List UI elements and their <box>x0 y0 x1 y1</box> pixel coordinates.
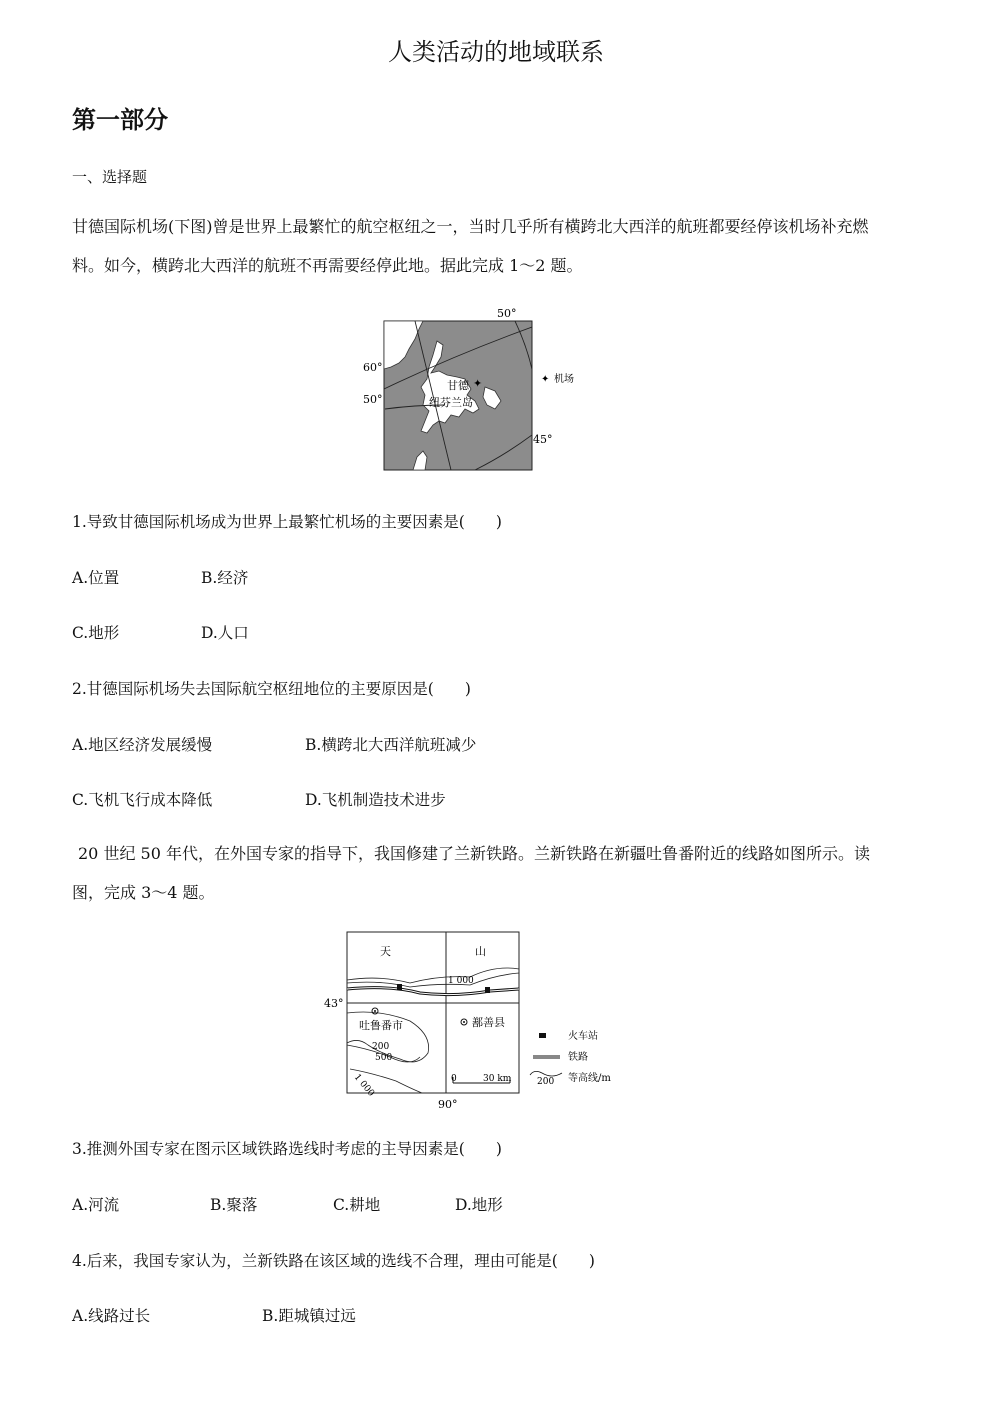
legend-airport-label: 机场 <box>554 374 574 385</box>
lon-label-90: 90° <box>438 1098 458 1111</box>
q3-option-a: A.河流 <box>72 1196 120 1214</box>
legend-contour-label: 等高线/m <box>568 1073 611 1084</box>
question-3: 3.推测外国专家在图示区域铁路选线时考虑的主导因素是( ) <box>72 1140 502 1158</box>
map-gander <box>355 305 595 475</box>
contour-label-500: 500 <box>375 1053 393 1063</box>
q3-option-c: C.耕地 <box>333 1196 381 1214</box>
document-title: 人类活动的地域联系 <box>388 38 604 66</box>
q2-option-a: A.地区经济发展缓慢 <box>72 736 213 754</box>
question-2: 2.甘德国际机场失去国际航空枢纽地位的主要原因是( ) <box>72 680 471 698</box>
q2-option-c: C.飞机飞行成本降低 <box>72 791 213 809</box>
contour-label-1000-top: 1 000 <box>448 976 474 986</box>
legend-airport-icon: ✦ <box>541 374 550 385</box>
passage-1: 甘德国际机场(下图)曾是世界上最繁忙的航空枢纽之一，当时几乎所有横跨北大西洋的航班都要经停该机场补充燃料。如今，横跨北大西洋的航班不再需要经停此地。据此完成 1～2 题。 <box>72 217 869 275</box>
scale-label-0: 0 <box>451 1074 457 1084</box>
q2-option-d: D.飞机制造技术进步 <box>305 791 446 809</box>
map-lanxin-railway <box>320 925 630 1115</box>
place-gander: 甘德 <box>447 379 469 392</box>
q3-option-d: D.地形 <box>455 1196 503 1214</box>
q4-option-b: B.距城镇过远 <box>262 1307 356 1325</box>
q1-option-b: B.经济 <box>201 569 249 587</box>
label-tian: 天 <box>380 945 391 958</box>
q3-option-b: B.聚落 <box>210 1196 258 1214</box>
contour-label-1000-bottom: 1 000 <box>351 1072 376 1099</box>
lat-label-60: 60° <box>363 361 383 374</box>
railway-station-2 <box>485 987 490 993</box>
q4-option-a: A.线路过长 <box>72 1307 151 1325</box>
passage-2: 20 世纪 50 年代，在外国专家的指导下，我国修建了兰新铁路。兰新铁路在新疆吐鲁番附近的线路如图所示。读图，完成 3～4 题。 <box>72 844 870 902</box>
lat-label-43: 43° <box>324 997 344 1010</box>
lat-label-50-top: 50° <box>497 307 517 320</box>
legend-contour-value: 200 <box>537 1077 555 1087</box>
airport-icon: ✦ <box>473 377 483 390</box>
q1-option-c: C.地形 <box>72 624 120 642</box>
q1-option-a: A.位置 <box>72 569 120 587</box>
question-4: 4.后来，我国专家认为，兰新铁路在该区域的选线不合理，理由可能是( ) <box>72 1252 595 1270</box>
lat-label-50: 50° <box>363 393 383 406</box>
question-1: 1.导致甘德国际机场成为世界上最繁忙机场的主要因素是( ) <box>72 513 502 531</box>
legend-station-label: 火车站 <box>568 1031 598 1042</box>
lat-label-45: 45° <box>533 433 553 446</box>
part-heading: 第一部分 <box>72 106 168 134</box>
railway-station-1 <box>397 984 402 990</box>
legend-contour-icon <box>530 1071 562 1076</box>
label-shan: 山 <box>475 945 486 958</box>
legend-station-icon <box>539 1033 546 1038</box>
scale-label-30km: 30 km <box>483 1074 512 1084</box>
q2-option-b: B.横跨北大西洋航班减少 <box>305 736 477 754</box>
legend-railway-label: 铁路 <box>568 1052 588 1063</box>
city-turpan: 吐鲁番市 <box>359 1019 403 1032</box>
q1-option-d: D.人口 <box>201 624 249 642</box>
county-shanshan: 鄯善县 <box>472 1016 505 1029</box>
place-newfoundland: 纽芬兰岛 <box>429 396 473 409</box>
section-heading: 一、选择题 <box>72 168 148 186</box>
contour-label-200: 200 <box>372 1042 390 1052</box>
